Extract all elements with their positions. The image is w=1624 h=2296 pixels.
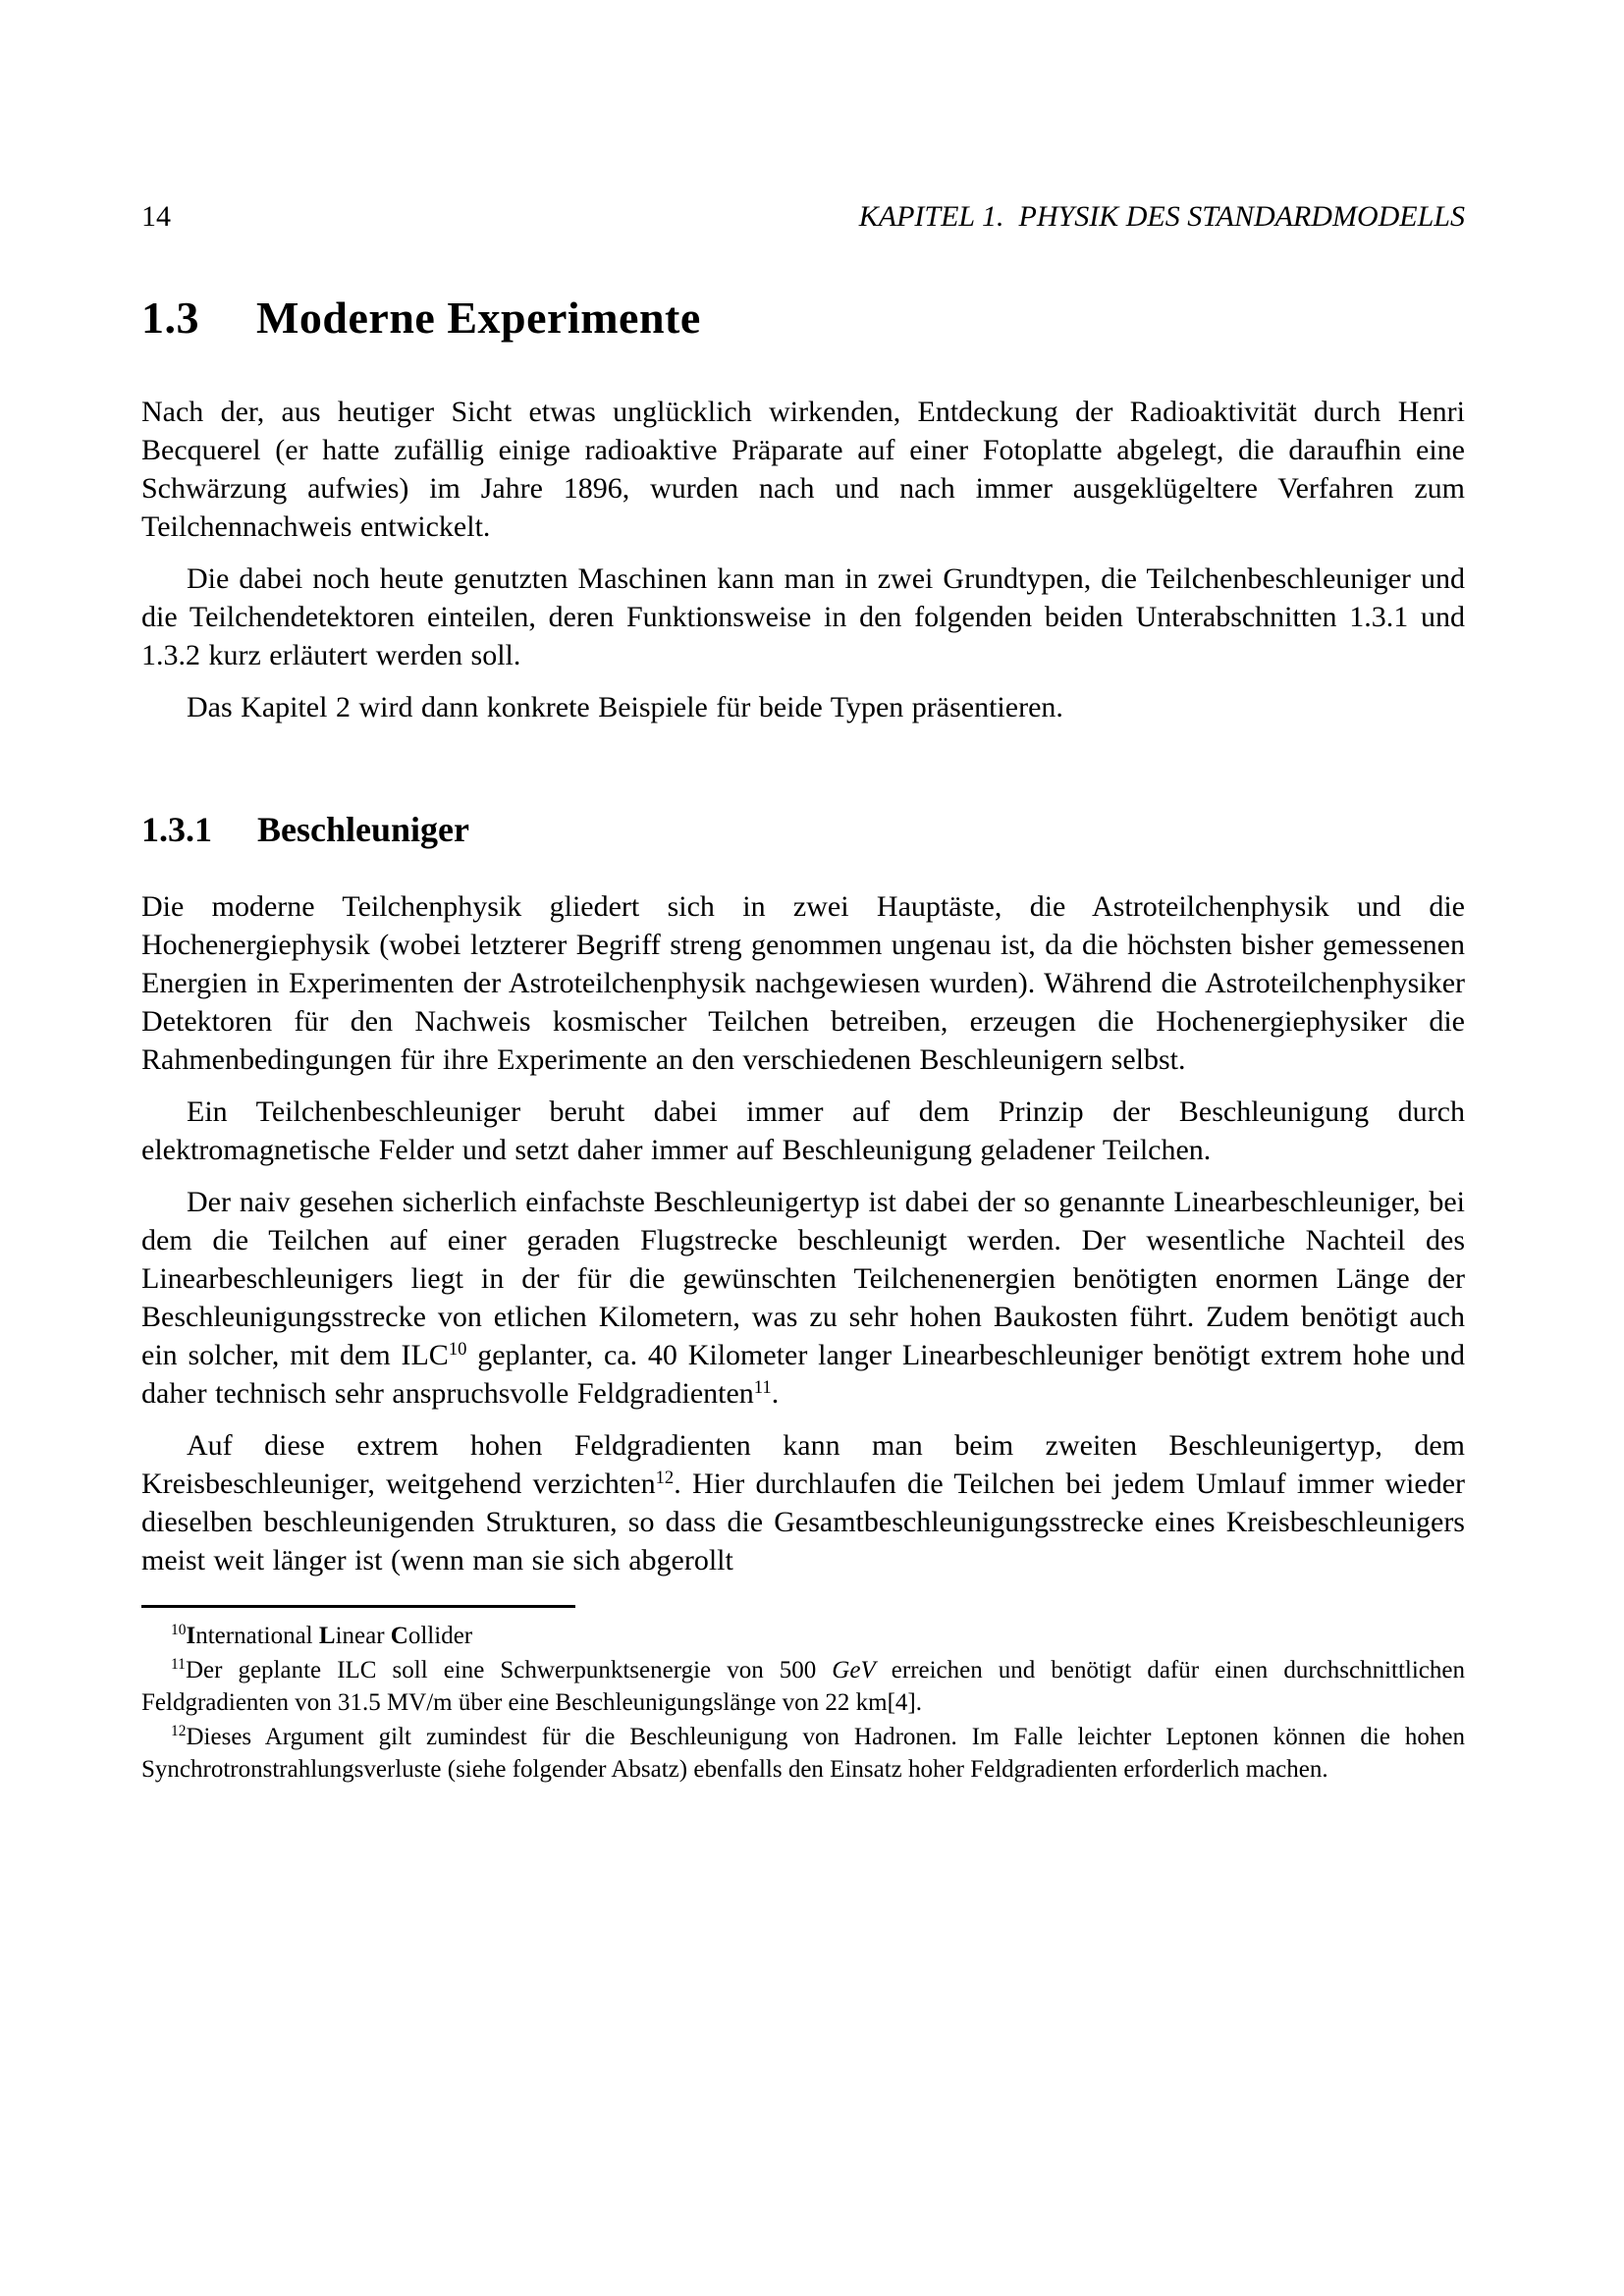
footnote-text: GeV (832, 1657, 876, 1683)
paragraph-2: Die dabei noch heute genutzten Maschinen kann man in zwei Grundtypen, die Teilchenbeschleuniger und die Teilchendetektoren einteilen, deren Funktionsweise in den folgenden beiden Unterabschnitten 1.3.1 und 1.3.2 kurz erläutert werden soll. (141, 562, 1465, 671)
footnote-text: I (186, 1623, 196, 1649)
paragraph-3: Das Kapitel 2 wird dann konkrete Beispiele für beide Typen präsentieren. (187, 691, 1063, 723)
footnote-text: inear (335, 1623, 391, 1649)
footnote-12 (141, 1721, 1465, 1786)
paragraph-text: . Hier durchlaufen die Teilchen bei jedem Umlauf immer wieder dieselben beschleunigenden Strukturen, so dass die Gesamtbeschleunigungsstrecke eines Kreisbeschleunigers meist weit länger ist (wenn man sie sich abgerollt (141, 1468, 1465, 1576)
footnote-ref-11: 11 (753, 1376, 772, 1398)
footnote-text: Der geplante ILC soll eine Schwerpunktsenergie von 500 (185, 1657, 833, 1683)
page-header (141, 198, 1465, 236)
paragraph-text: . (771, 1377, 780, 1410)
footnote-area (141, 1605, 1465, 1786)
footnote-11 (141, 1654, 1465, 1719)
footnote-rule (141, 1605, 575, 1608)
footnote-text: ollider (407, 1623, 473, 1649)
paragraph-1: Nach der, aus heutiger Sicht etwas unglücklich wirkenden, Entdeckung der Radioaktivität durch Henri Becquerel (er hatte zufällig einige radioaktive Präparate auf einer Fotoplatte abgelegt, die daraufhin eine Schwärzung aufwies) im Jahre 1896, wurden nach und nach immer ausgeklügeltere Verfahren zum Teilchennachweis entwickelt. (141, 396, 1465, 543)
footnote-text: nternational (195, 1623, 319, 1649)
footnote-text: C (390, 1623, 408, 1649)
page-number: 14 (141, 200, 171, 233)
section-heading (141, 293, 1465, 344)
subsection-heading (141, 809, 1465, 850)
footnote-text: L (318, 1623, 336, 1649)
footnote-marker-11: 11 (171, 1656, 186, 1674)
paragraph-6 (141, 1183, 1465, 1413)
paragraph-text: Der naiv gesehen sicherlich einfachste Beschleunigertyp ist dabei der so genannte Linearbeschleuniger, bei dem die Teilchen auf einer geraden Flugstrecke beschleunigt werden. Der wesentliche Nachteil des Linearbeschleunigers liegt in der für die gewünschten Teilchenenergien benötigten enormen Länge der Beschleunigungsstrecke von etlichen Kilometern, was zu sehr hohen Baukosten führt. Zudem benötigt auch ein solcher, mit dem ILC (141, 1186, 1465, 1371)
subsection-title: Beschleuniger (257, 810, 469, 849)
footnote-ref-12: 12 (655, 1467, 675, 1488)
paragraph-5: Ein Teilchenbeschleuniger beruht dabei immer auf dem Prinzip der Beschleunigung durch elektromagnetische Felder und setzt daher immer auf Beschleunigung geladener Teilchen. (141, 1095, 1465, 1166)
subsection-number: 1.3.1 (141, 810, 212, 849)
paragraph-text: geplanter, ca. 40 Kilometer langer Linearbeschleuniger benötigt extrem hohe und daher technisch sehr anspruchsvolle Feldgradienten (141, 1339, 1465, 1410)
footnote-ref-10: 10 (448, 1338, 467, 1360)
footnote-text: erreichen und benötigt dafür einen durchschnittlichen Feldgradienten von 31.5 MV/m über eine Beschleunigungslänge von 22 km[4]. (141, 1657, 1465, 1716)
section-number: 1.3 (141, 293, 199, 343)
footnote-marker-10: 10 (171, 1622, 187, 1639)
paragraph-4: Die moderne Teilchenphysik gliedert sich in zwei Hauptäste, die Astroteilchenphysik und die Hochenergiephysik (wobei letzterer Begriff streng genommen ungenau ist, da die höchsten bisher gemessenen Energien in Experimenten der Astroteilchenphysik nachgewiesen wurden). Während die Astroteilchenphysiker Detektoren für den Nachweis kosmischer Teilchen betreiben, erzeugen die Hochenergiephysiker die Rahmenbedingungen für ihre Experimente an den verschiedenen Beschleunigern selbst. (141, 890, 1465, 1076)
paragraph-text: Auf diese extrem hohen Feldgradienten kann man beim zweiten Beschleunigertyp, dem Kreisbeschleuniger, weitgehend verzichten (141, 1429, 1465, 1500)
section-title: Moderne Experimente (256, 293, 701, 343)
footnote-marker-12: 12 (171, 1723, 187, 1740)
running-title: KAPITEL 1. PHYSIK DES STANDARDMODELLS (858, 200, 1465, 233)
footnote-10 (141, 1620, 1465, 1652)
paragraph-7 (141, 1426, 1465, 1579)
footnote-text: Dieses Argument gilt zumindest für die Beschleunigung von Hadronen. Im Falle leichter Leptonen können die hohen Synchrotronstrahlungsverluste (siehe folgender Absatz) ebenfalls den Einsatz hoher Feldgradienten erforderlich machen. (141, 1724, 1465, 1783)
